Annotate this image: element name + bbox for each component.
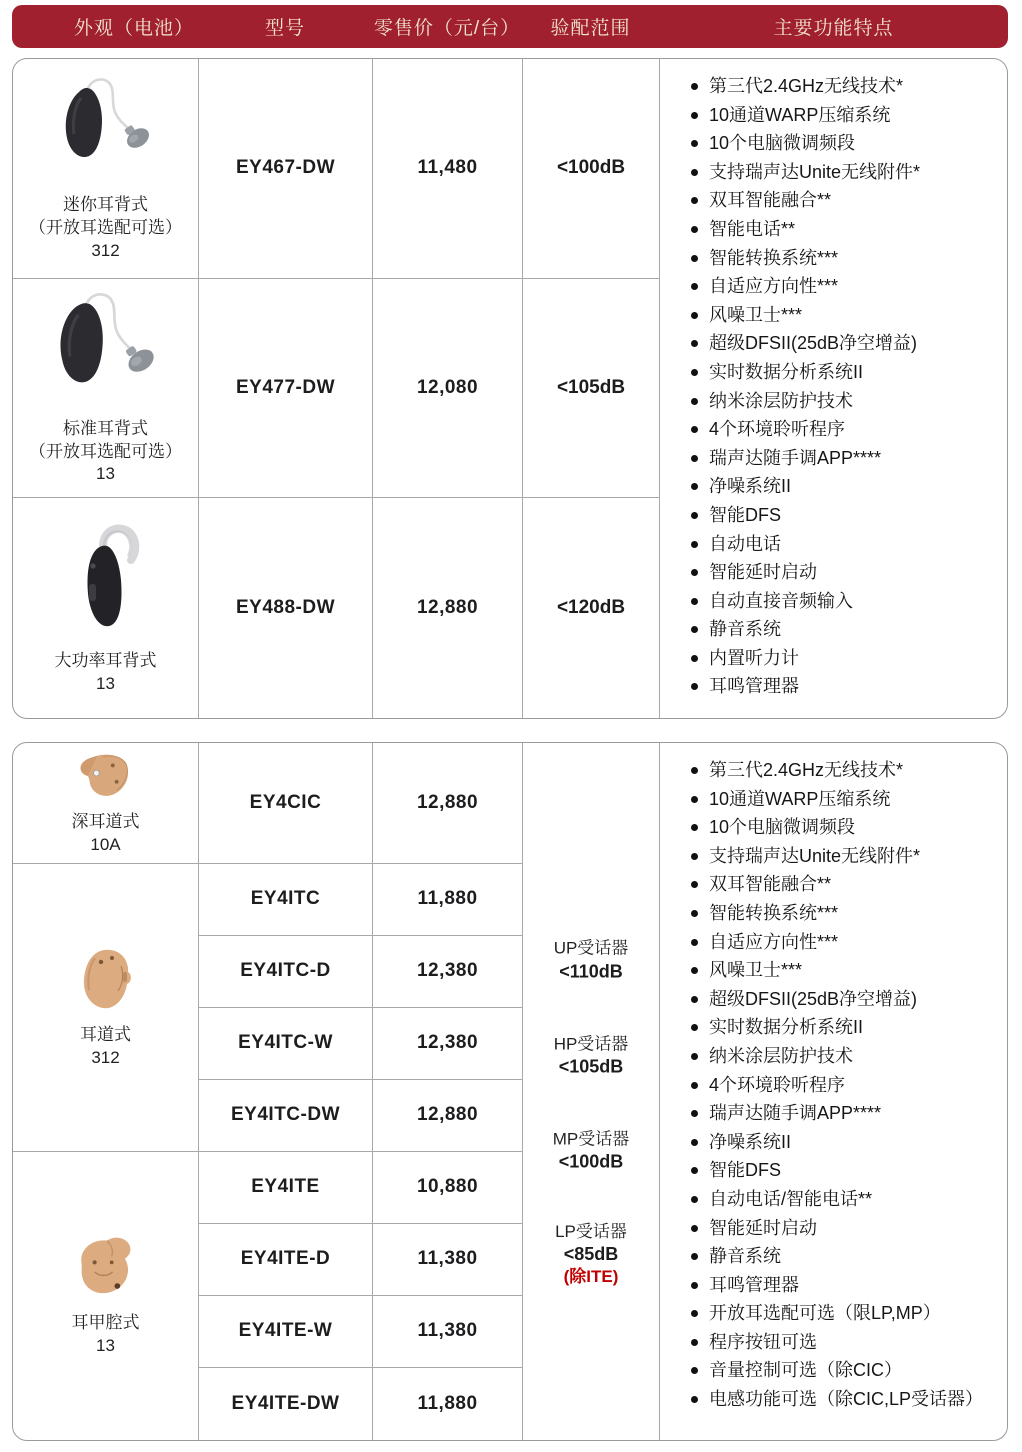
feature-item: 耳鸣管理器 [690,1271,983,1300]
hearing-aid-ite-image [60,1234,152,1304]
feature-item: 双耳智能融合** [690,870,983,899]
model-name: EY4ITE-DW [231,1392,340,1414]
range-value: <105dB [556,376,626,398]
style-note: （开放耳选配可选） [29,217,182,237]
feature-item: 静音系统 [690,615,920,644]
price-value: 12,880 [416,597,479,619]
header-col-model: 型号 [264,18,305,39]
feature-item: 纳米涂层防护技术 [690,387,920,416]
feature-item: 净噪系统II [690,1128,983,1157]
price-cell [373,1224,523,1296]
range-group-up [523,938,659,983]
price-value: 11,880 [417,1392,478,1414]
header-col-range: 验配范围 [550,18,631,39]
model-cell [199,498,373,718]
model-cell [199,279,373,499]
feature-item: 第三代2.4GHz无线技术* [690,756,983,785]
range-limit: <100dB [558,1151,624,1172]
price-cell [373,1368,523,1440]
battery-size: 312 [91,240,120,260]
model-cell [199,1008,373,1080]
feature-item: 智能延时启动 [690,1214,983,1243]
price-value: 12,880 [416,1104,479,1126]
feature-item: 10个电脑微调频段 [690,129,920,158]
bte-price-table [12,58,1008,719]
price-cell [373,279,523,499]
table-group-appearance [13,864,199,1152]
range-cell [523,279,660,499]
model-name: EY4ITE [251,1176,320,1198]
price-cell [373,743,523,864]
price-value: 11,380 [417,1320,478,1342]
style-name: 迷你耳背式 [63,194,148,214]
feature-item: 智能延时启动 [690,558,920,587]
price-value: 12,080 [416,376,479,398]
table-row-appearance [13,59,199,279]
receiver-name: UP受话器 [553,938,629,958]
feature-item: 智能电话** [690,215,920,244]
model-name: EY467-DW [235,157,336,179]
table-group-appearance [13,743,199,864]
feature-item: 10个电脑微调频段 [690,813,983,842]
receiver-name: MP受话器 [552,1128,630,1148]
feature-item: 第三代2.4GHz无线技术* [690,72,920,101]
feature-list [660,743,991,1414]
features-cell [660,59,1007,718]
range-note: (除ITE) [563,1267,619,1287]
feature-list [660,59,928,701]
model-name: EY4ITC-DW [231,1104,340,1126]
feature-item: 耳鸣管理器 [690,672,920,701]
hearing-aid-bte-mini-image [43,74,169,186]
custom-price-table [12,742,1008,1441]
feature-item: 支持瑞声达Unite无线附件* [690,842,983,871]
table-row-appearance [13,498,199,718]
range-merged-cell [523,743,660,1440]
model-name: EY4CIC [249,791,322,813]
hearing-aid-itc-image [70,944,142,1016]
model-cell [199,936,373,1008]
price-value: 11,380 [417,1248,478,1270]
feature-item: 超级DFSII(25dB净空增益) [690,329,920,358]
feature-item: 自适应方向性*** [690,928,983,957]
feature-item: 静音系统 [690,1242,983,1271]
price-value: 10,880 [416,1176,479,1198]
range-value: <120dB [556,597,626,619]
receiver-name: HP受话器 [553,1034,629,1054]
feature-item: 净噪系统II [690,472,920,501]
feature-item: 内置听力计 [690,644,920,673]
model-name: EY488-DW [235,597,336,619]
model-cell [199,743,373,864]
range-cell [523,498,660,718]
price-cell [373,1008,523,1080]
price-cell [373,1080,523,1152]
feature-item: 4个环境聆听程序 [690,415,920,444]
price-cell [373,59,523,279]
style-name: 标准耳背式 [63,418,148,438]
table-row-appearance [13,279,199,499]
model-cell [199,1296,373,1368]
range-limit: <105dB [558,1056,624,1077]
price-cell [373,498,523,718]
price-value: 12,380 [416,960,479,982]
hearing-aid-bte-power-image [50,520,162,642]
feature-item: 智能转换系统*** [690,244,920,273]
range-group-mp [523,1128,659,1173]
feature-item: 实时数据分析系统II [690,358,920,387]
price-cell [373,1152,523,1224]
header-col-features: 主要功能特点 [773,18,894,39]
feature-item: 纳米涂层防护技术 [690,1042,983,1071]
header-col-price: 零售价（元/台） [373,18,521,39]
style-note: （开放耳选配可选） [29,441,182,461]
range-group-hp [523,1033,659,1078]
feature-item: 音量控制可选（除CIC） [690,1356,983,1385]
range-group-lp [523,1221,659,1289]
model-cell [199,1224,373,1296]
receiver-name: LP受话器 [555,1221,627,1241]
model-name: EY4ITC [250,888,321,910]
model-cell [199,1080,373,1152]
model-name: EY4ITE-W [238,1320,333,1342]
battery-size: 13 [96,674,115,694]
range-limit: <110dB [559,960,623,981]
feature-item: 开放耳选配可选（限LP,MP） [690,1299,983,1328]
hearing-aid-bte-standard-image [39,290,173,410]
feature-item: 自动电话 [690,530,920,559]
model-cell [199,1368,373,1440]
table-group-appearance [13,1152,199,1440]
feature-item: 智能DFS [690,1156,983,1185]
model-name: EY4ITE-D [240,1248,331,1270]
header-col-appearance: 外观（电池） [73,18,194,39]
model-name: EY477-DW [235,376,336,398]
feature-item: 双耳智能融合** [690,186,920,215]
model-cell [199,864,373,936]
range-value: <100dB [556,157,626,179]
feature-item: 自适应方向性*** [690,272,920,301]
feature-item: 自动直接音频输入 [690,587,920,616]
feature-item: 智能DFS [690,501,920,530]
battery-size: 10A [90,834,121,854]
feature-item: 10通道WARP压缩系统 [690,785,983,814]
feature-item: 智能转换系统*** [690,899,983,928]
feature-item: 自动电话/智能电话** [690,1185,983,1214]
feature-item: 4个环境聆听程序 [690,1071,983,1100]
style-name: 深耳道式 [71,812,140,831]
hearing-aid-cic-image [73,749,139,803]
price-cell [373,864,523,936]
feature-item: 瑞声达随手调APP**** [690,444,920,473]
model-cell [199,59,373,279]
price-value: 12,380 [416,1032,479,1054]
price-cell [373,936,523,1008]
feature-item: 超级DFSII(25dB净空增益) [690,985,983,1014]
style-name: 耳道式 [80,1025,131,1045]
feature-item: 电感功能可选（除CIC,LP受话器） [690,1385,983,1414]
feature-item: 程序按钮可选 [690,1328,983,1357]
table-header-bar [12,5,1008,48]
style-name: 大功率耳背式 [54,651,157,671]
feature-item: 支持瑞声达Unite无线附件* [690,158,920,187]
range-limit: <85dB [563,1243,619,1264]
price-value: 11,480 [417,157,478,179]
model-name: EY4ITC-W [238,1032,333,1054]
price-value: 11,880 [417,888,478,910]
battery-size: 13 [96,1335,115,1355]
model-name: EY4ITC-D [240,960,331,982]
feature-item: 瑞声达随手调APP**** [690,1099,983,1128]
feature-item: 10通道WARP压缩系统 [690,101,920,130]
style-name: 耳甲腔式 [71,1313,140,1333]
feature-item: 实时数据分析系统II [690,1013,983,1042]
battery-size: 13 [96,464,115,484]
features-cell [660,743,1007,1440]
range-cell [523,59,660,279]
feature-item: 风噪卫士*** [690,301,920,330]
price-value: 12,880 [416,791,479,813]
model-cell [199,1152,373,1224]
feature-item: 风噪卫士*** [690,956,983,985]
battery-size: 312 [91,1048,120,1068]
price-cell [373,1296,523,1368]
